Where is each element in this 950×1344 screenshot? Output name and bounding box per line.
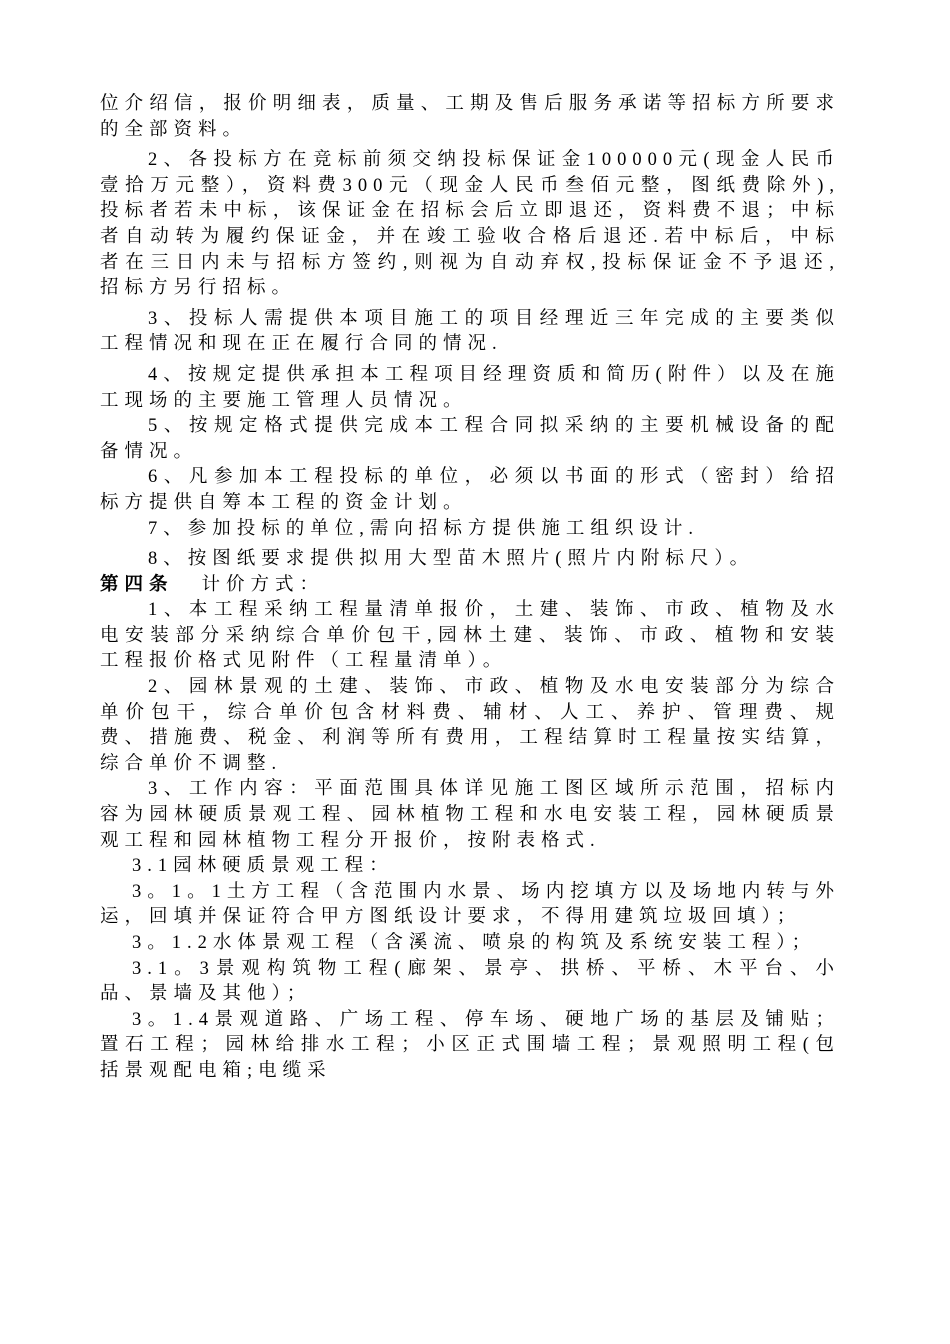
paragraph-item-4: 4、按规定提供承担本工程项目经理资质和简历(附件）以及在施工现场的主要施工管理人员情况。 — [100, 364, 840, 411]
article-subheading-3-1: 3.1园林硬质景观工程： — [132, 856, 394, 877]
paragraph-item-5: 5、按规定格式提供完成本工程合同拟采纳的主要机械设备的配备情况。 — [100, 416, 840, 462]
paragraph-intro: 位介绍信，报价明细表，质量、工期及售后服务承诺等招标方所要求的全部资料。 — [100, 94, 840, 140]
paragraph-item-8: 8、按图纸要求提供拟用大型苗木照片(照片内附标尺）。 — [148, 549, 755, 570]
paragraph-item-6: 6、凡参加本工程投标的单位，必须以书面的形式（密封）给招标方提供自筹本工程的资金计划。 — [100, 467, 840, 513]
article-heading-line — [100, 573, 840, 599]
article-item-3-1-4: 3。1.4景观道路、广场工程、停车场、硬地广场的基层及铺贴；置石工程；园林给排水工程；小区正式围墙工程；景观照明工程(包括景观配电箱;电缆采 — [100, 1009, 840, 1081]
paragraph-item-2: 2、各投标方在竞标前须交纳投标保证金100000元(现金人民币壹拾万元整），资料费300元（现金人民币叁佰元整，图纸费除外),投标者若未中标，该保证金在招标会后立即退还，资料费不退；中标者自动转为履约保证金，并在竣工验收合格后退还.若中标后，中标者在三日内未与招标方签约,则视为自动弃权,投标保证金不予退还,招标方另行招标。 — [100, 150, 840, 299]
document-page — [100, 92, 840, 1085]
article-item-3-1-2: 3。1.2水体景观工程（含溪流、喷泉的构筑及系统安装工程）； — [132, 933, 817, 953]
article-paragraph-2: 2、园林景观的土建、装饰、市政、植物及水电安装部分为综合单价包干，综合单价包含材料费、辅材、人工、养护、管理费、规费、措施费、税金、利润等所有费用，工程结算时工程量按实结算，综合单价不调整. — [100, 677, 840, 774]
article-paragraph-3: 3、工作内容：平面范围具体详见施工图区域所示范围，招标内容为园林硬质景观工程、园林植物工程和水电安装工程，园林硬质景观工程和园林植物工程分开报价，按附表格式. — [100, 779, 840, 851]
article-item-3-1-1: 3。1。1土方工程（含范围内水景、场内挖填方以及场地内转与外运，回填并保证符合甲方图纸设计要求，不得用建筑垃圾回填）； — [100, 881, 840, 928]
article-title: 计价方式： — [201, 574, 325, 595]
article-number: 第四条 — [100, 574, 174, 595]
article-item-3-1-3: 3.1。3景观构筑物工程(廊架、景亭、拱桥、平桥、木平台、小品、景墙及其他）； — [100, 958, 840, 1005]
article-paragraph-1: 1、本工程采纳工程量清单报价，土建、装饰、市政、植物及水电安装部分采纳综合单价包干,园林土建、装饰、市政、植物和安装工程报价格式见附件（工程量清单）。 — [100, 600, 840, 672]
paragraph-item-7: 7、参加投标的单位,需向招标方提供施工组织设计. — [148, 518, 700, 539]
paragraph-item-3: 3、投标人需提供本项目施工的项目经理近三年完成的主要类似工程情况和现在正在履行合同的情况. — [100, 308, 840, 355]
